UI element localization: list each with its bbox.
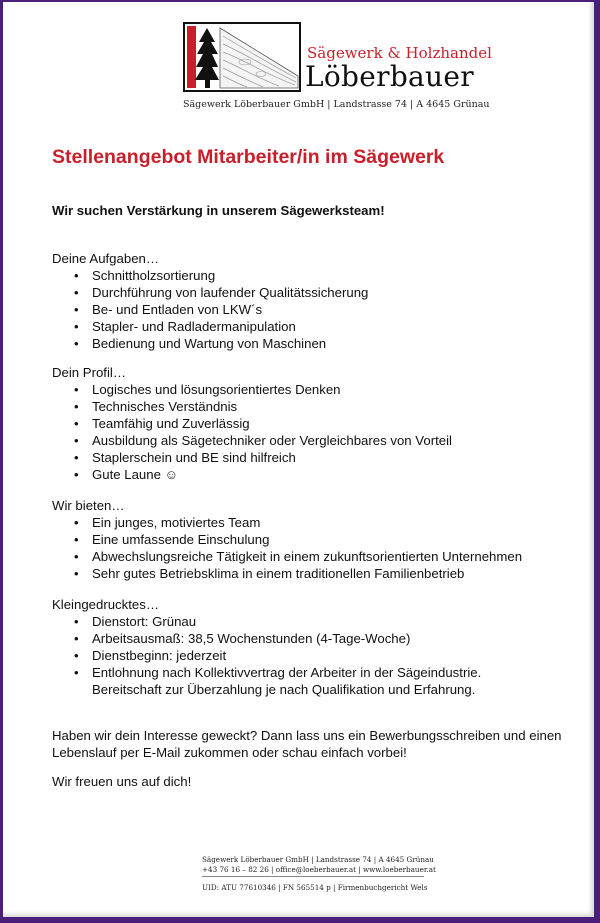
bullet-icon: • [74, 648, 79, 663]
company-address-line: Sägewerk Löberbauer GmbH | Landstrasse 74 | A 4645 Grünau [183, 99, 490, 110]
bullet-list [52, 514, 572, 582]
page-title: Stellenangebot Mitarbeiter/in im Sägewerk [52, 146, 445, 168]
list-item-text: Bedienung und Wartung von Maschinen [92, 336, 327, 351]
bullet-icon: • [74, 532, 79, 547]
brand-name: Löberbauer [305, 60, 474, 93]
list-item-text: Entlohnung nach Kollektivvertrag der Arbeiter in der Sägeindustrie. [92, 665, 482, 680]
sawmill-tree-logo-icon [183, 22, 301, 92]
list-item-text: Sehr gutes Betriebsklima in einem traditionellen Familienbetrieb [92, 566, 465, 581]
list-item-text: Dienstort: Grünau [92, 614, 197, 629]
list-item [52, 432, 572, 449]
window-frame-right [594, 0, 600, 923]
list-item-text: Arbeitsausmaß: 38,5 Wochenstunden (4-Tage-Woche) [92, 631, 411, 646]
footer-contact-line: +43 76 16 – 82 26 | office@loeberbauer.at | www.loeberbauer.at [202, 865, 436, 874]
list-item-text: Be- und Entladen von LKW´s [92, 302, 263, 317]
window-frame-bottom [0, 917, 600, 923]
section-profile [52, 364, 572, 483]
list-item-text: Eine umfassende Einschulung [92, 532, 270, 547]
list-item [52, 449, 572, 466]
bullet-list [52, 613, 572, 698]
window-frame-top [0, 0, 600, 2]
intro-text: Wir suchen Verstärkung in unserem Sägewerksteam! [52, 203, 385, 218]
list-item [52, 466, 572, 483]
list-item [52, 318, 572, 335]
list-item-text: Staplerschein und BE sind hilfreich [92, 450, 296, 465]
footer-divider [202, 876, 424, 877]
bullet-icon: • [74, 614, 79, 629]
list-item [52, 284, 572, 301]
bullet-icon: • [74, 467, 79, 482]
list-item [52, 335, 572, 352]
list-item-text: Teamfähig und Zuverlässig [92, 416, 250, 431]
list-item-text: Technisches Verständnis [92, 399, 238, 414]
list-item [52, 613, 572, 630]
section-heading: Kleingedrucktes… [52, 597, 160, 612]
list-item [52, 647, 572, 664]
list-item-text: Ein junges, motiviertes Team [92, 515, 261, 530]
list-item [52, 415, 572, 432]
section-fine-print [52, 596, 572, 698]
bullet-icon: • [74, 631, 79, 646]
bullet-icon: • [74, 302, 79, 317]
list-item [52, 531, 572, 548]
list-item-text: Schnittholzsortierung [92, 268, 216, 283]
closing-greeting: Wir freuen uns auf dich! [52, 774, 192, 789]
list-item-text: Ausbildung als Sägetechniker oder Vergleichbares von Vorteil [92, 433, 452, 448]
list-item-text: Abwechslungsreiche Tätigkeit in einem zukunftsorientierten Unternehmen [92, 549, 523, 564]
section-heading: Dein Profil… [52, 365, 127, 380]
bullet-icon: • [74, 450, 79, 465]
bullet-icon: • [74, 319, 79, 334]
list-item [52, 398, 572, 415]
footer-contact [202, 855, 436, 875]
bullet-icon: • [74, 416, 79, 431]
list-item [52, 548, 572, 565]
closing-paragraph: Haben wir dein Interesse geweckt? Dann lass uns ein Bewerbungsschreiben und einen Lebenslauf per E-Mail zukommen oder schau einfach vorbei! [52, 728, 562, 760]
footer-address: Sägewerk Löberbauer GmbH | Landstrasse 74 | A 4645 Grünau [202, 855, 434, 864]
bullet-icon: • [74, 549, 79, 564]
bullet-icon: • [74, 382, 79, 397]
section-heading: Wir bieten… [52, 498, 125, 513]
bullet-icon: • [74, 268, 79, 283]
list-item-text: Dienstbeginn: jederzeit [92, 648, 227, 663]
list-item-text: Logisches und lösungsorientiertes Denken [92, 382, 341, 397]
bullet-icon: • [74, 515, 79, 530]
list-item [52, 267, 572, 284]
section-tasks [52, 250, 572, 352]
list-item [52, 301, 572, 318]
bullet-icon: • [74, 285, 79, 300]
list-item [52, 565, 572, 582]
list-item [52, 514, 572, 531]
list-item [52, 664, 572, 698]
bullet-icon: • [74, 665, 79, 680]
bullet-icon: • [74, 566, 79, 581]
brand-subtitle: Sägewerk & Holzhandel [307, 44, 492, 62]
list-item-text: Stapler- und Radladermanipulation [92, 319, 296, 334]
section-offer [52, 497, 572, 582]
bullet-icon: • [74, 336, 79, 351]
bullet-icon: • [74, 399, 79, 414]
footer-legal-line: UID: ATU 77610346 | FN 565514 p | Firmenbuchgericht Wels [202, 883, 428, 892]
bullet-list [52, 381, 572, 483]
bullet-list [52, 267, 572, 352]
section-heading: Deine Aufgaben… [52, 251, 160, 266]
list-item [52, 630, 572, 647]
list-item-text: Durchführung von laufender Qualitätssicherung [92, 285, 369, 300]
window-frame-left [0, 0, 3, 923]
bullet-icon: • [74, 433, 79, 448]
list-item [52, 381, 572, 398]
list-item-text: Gute Laune ☺ [92, 467, 179, 482]
list-item-continuation: Bereitschaft zur Überzahlung je nach Qualifikation und Erfahrung. [92, 682, 476, 697]
